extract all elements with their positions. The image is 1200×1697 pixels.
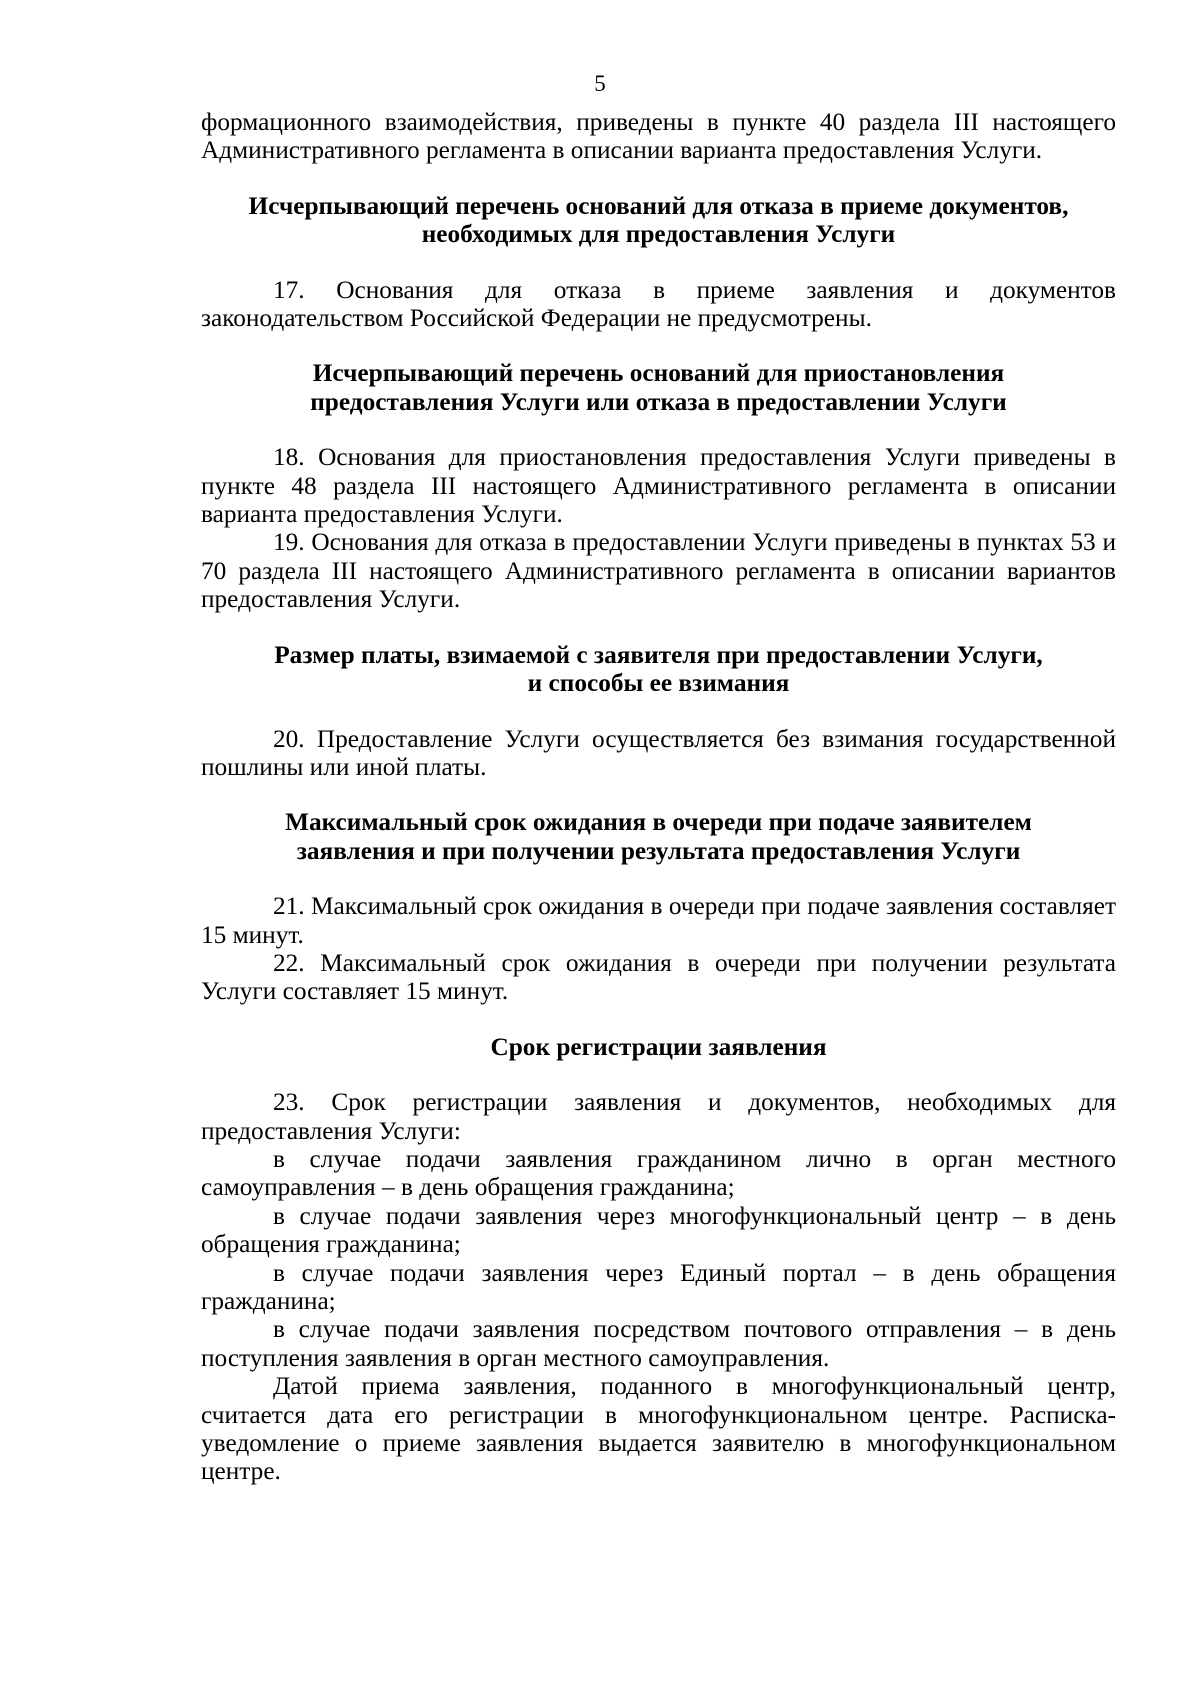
paragraph-23-portal: в случае подачи заявления через Единый портал – в день обращения гражданина; [201,1258,1116,1315]
section-heading-queue-time [201,808,1116,865]
paragraph-23: 23. Срок регистрации заявления и документов, необходимых для предоставления Услуги: [201,1088,1116,1145]
paragraph-23-mfc: в случае подачи заявления через многофункциональный центр – в день обращения гражданина; [201,1201,1116,1259]
paragraph-22: 22. Максимальный срок ожидания в очереди при получении результата Услуги составляет 15 минут. [201,948,1116,1006]
intro-paragraph: формационного взаимодействия, приведены в пункте 40 раздела III настоящего Административного регламента в описании варианта предоставления Услуги. [201,108,1116,165]
paragraph-19: 19. Основания для отказа в предоставлении Услуги приведены в пунктах 53 и 70 раздела III настоящего Административного регламента в описании вариантов предоставления Услуги. [201,528,1116,614]
section-heading-refusal-documents [201,192,1116,249]
heading-line: Размер платы, взимаемой с заявителя при предоставлении Услуги, [274,640,1043,669]
heading-line: Максимальный срок ожидания в очереди при подаче заявителем [285,808,1032,837]
paragraph-18: 18. Основания для приостановления предоставления Услуги приведены в пункте 48 раздела III настоящего Административного регламента в описании варианта предоставления Услуги. [201,443,1116,529]
section-heading-fee [201,641,1116,698]
heading-line: Исчерпывающий перечень оснований для приостановления предоставления Услуги или отказа в предоставлении Услуги [310,359,1007,416]
section-heading-registration-term [201,1033,1116,1061]
heading-line: и способы ее взимания [527,669,790,698]
paragraph-17: 17. Основания для отказа в приеме заявления и документов законодательством Российской Федерации не предусмотрены. [201,275,1116,333]
paragraph-21: 21. Максимальный срок ожидания в очереди при подаче заявления составляет 15 минут. [201,892,1116,949]
heading-line: Исчерпывающий перечень оснований для отказа в приеме документов, [248,191,1069,220]
page-number: 5 [594,71,606,96]
heading-line: необходимых для предоставления Услуги [421,220,896,249]
paragraph-23-in-person: в случае подачи заявления гражданином лично в орган местного самоуправления – в день обращения гражданина; [201,1144,1116,1202]
section-heading-suspension [201,359,1116,416]
paragraph-23-post: в случае подачи заявления посредством почтового отправления – в день поступления заявления в орган местного самоуправления. [201,1315,1116,1372]
document-body [201,108,1116,1486]
heading-line: Срок регистрации заявления [490,1032,827,1061]
paragraph-23-receipt: Датой приема заявления, поданного в многофункциональный центр, считается дата его регистрации в многофункциональном центре. Расписка-уведомление о приеме заявления выдается заявителю в многофункциональном центре. [201,1372,1116,1486]
heading-line: заявления и при получении результата предоставления Услуги [296,836,1021,865]
paragraph-20: 20. Предоставление Услуги осуществляется без взимания государственной пошлины или иной платы. [201,724,1116,781]
